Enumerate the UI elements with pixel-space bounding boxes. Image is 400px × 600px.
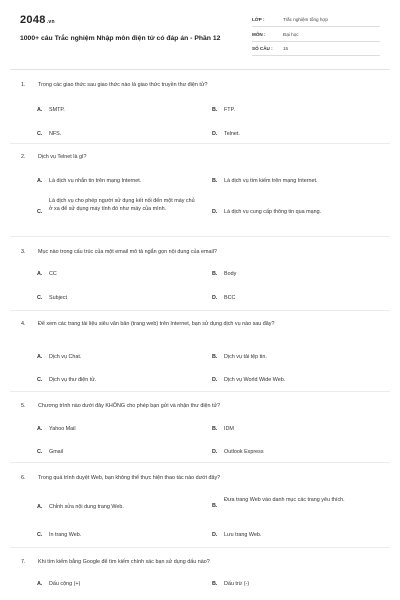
option-text: Dịch vụ tải tệp tin. [224, 354, 267, 360]
option-letter: A. [37, 178, 43, 184]
document-header [0, 0, 400, 70]
option-letter: D. [212, 377, 218, 383]
option-letter: D. [212, 131, 218, 137]
option-letter: B. [212, 426, 218, 432]
option-text: Dấu cộng (+) [49, 581, 81, 587]
site-logo[interactable] [20, 14, 55, 26]
question-number: 7. [21, 559, 26, 565]
option-letter: D. [212, 295, 218, 301]
option-letter: D. [212, 209, 218, 215]
option-text: Gmail [49, 449, 64, 455]
option-text: Dịch vụ World Wide Web. [224, 377, 286, 383]
option-letter: C. [37, 295, 43, 301]
option-letter: B. [212, 581, 218, 587]
question-text: Trong các giao thức sau giao thức nào là giao thức truyền thư điện tử? [38, 82, 208, 88]
question-number: 2. [21, 154, 26, 160]
option-text: FTP. [224, 107, 235, 113]
option-letter: C. [37, 209, 43, 215]
question-number: 5. [21, 403, 26, 409]
option-text: In trang Web. [49, 532, 82, 538]
document-meta [252, 16, 380, 60]
option-text: Là dịch vụ tìm kiếm trên mạng Internet. [224, 178, 318, 184]
logo-text: 2048 [20, 14, 46, 26]
meta-value: 15 [283, 46, 289, 51]
option-letter: C. [37, 131, 43, 137]
option-letter: A. [37, 426, 43, 432]
question-separator [10, 236, 390, 237]
option-letter: C. [37, 377, 43, 383]
question-text: Dịch vụ Telnet là gì? [38, 154, 87, 160]
option-letter: A. [37, 107, 43, 113]
question-number: 3. [21, 249, 26, 255]
question-text: Mục nào trong cấu trúc của một email mô tả ngắn gọn nội dung của email? [38, 249, 217, 255]
option-letter: B. [212, 503, 218, 509]
option-text: Dấu trừ (-) [224, 581, 250, 587]
header-divider [10, 69, 390, 70]
meta-label: SỐ CÂU : [252, 46, 273, 51]
option-letter: B. [212, 271, 218, 277]
option-text: Dịch vụ Chat. [49, 354, 82, 360]
question-number: 4. [21, 321, 26, 327]
option-letter: B. [212, 354, 218, 360]
meta-label: MÔN : [252, 31, 266, 37]
option-letter: B. [212, 107, 218, 113]
option-letter: C. [37, 449, 43, 455]
question-separator [10, 547, 390, 548]
option-letter: A. [37, 581, 43, 587]
option-text: Subject [49, 295, 67, 301]
option-text: Dịch vụ thư điện tử. [49, 377, 97, 383]
option-letter: C. [37, 532, 43, 538]
option-letter: D. [212, 449, 218, 455]
option-text: Chỉnh sửa nội dung trang Web. [49, 504, 124, 510]
meta-row-class [252, 16, 380, 27]
question-separator [10, 462, 390, 463]
option-text: Telnet. [224, 131, 240, 137]
question-number: 1. [21, 82, 26, 88]
option-letter: D. [212, 532, 218, 538]
option-text: BCC [224, 295, 236, 301]
question-text: Trong quá trình duyệt Web, bạn không thể thực hiện thao tác nào dưới đây? [38, 475, 221, 481]
option-text: Là dịch vụ cho phép người sử dụng kết nối đến một máy chủ ở xa để sử dụng máy tính đó như máy của mình. [49, 198, 195, 212]
meta-row-count [252, 45, 380, 56]
option-text: SMTP. [49, 107, 65, 113]
meta-row-subject [252, 31, 380, 42]
option-text: IDM [224, 426, 234, 432]
option-text: Là dịch vụ nhắn tin trên mạng Internet. [49, 178, 142, 184]
option-letter: A. [37, 271, 43, 277]
option-text: Đưa trang Web vào danh mục các trang yêu thích. [224, 497, 345, 503]
question-text: Chương trình nào dưới đây KHÔNG cho phép bạn gửi và nhận thư điện tử? [38, 403, 221, 409]
option-text: Outlook Express [224, 449, 264, 455]
question-text: Để xem các trang tài liệu siêu văn bản (trang web) trên Internet, bạn sử dụng dịch vụ nào sau đây? [38, 321, 275, 327]
question-number: 6. [21, 475, 26, 481]
meta-value: Đại học [283, 31, 299, 37]
option-text: Yahoo Mail [49, 426, 76, 432]
option-letter: B. [212, 178, 218, 184]
question-separator [10, 143, 390, 144]
question-text: Khi tìm kiếm bằng Google để tìm kiếm chính xác bạn sử dụng dấu nào? [38, 559, 210, 565]
logo-suffix: .vn [46, 19, 55, 25]
option-text: Là dịch vụ cung cấp thông tin qua mạng. [224, 209, 322, 215]
question-separator [10, 310, 390, 311]
meta-value: Trắc nghiệm tổng hợp [283, 17, 328, 22]
option-text: Body [224, 271, 237, 277]
option-text: Lưu trang Web. [224, 532, 262, 538]
option-text: CC [49, 271, 57, 277]
question-separator [10, 391, 390, 392]
meta-label: LỚP : [252, 17, 265, 22]
option-letter: A. [37, 354, 43, 360]
option-letter: A. [37, 504, 43, 510]
option-text: NFS. [49, 131, 62, 137]
document-title: 1000+ câu Trắc nghiệm Nhập môn điện tử có đáp án - Phần 12 [20, 35, 221, 42]
